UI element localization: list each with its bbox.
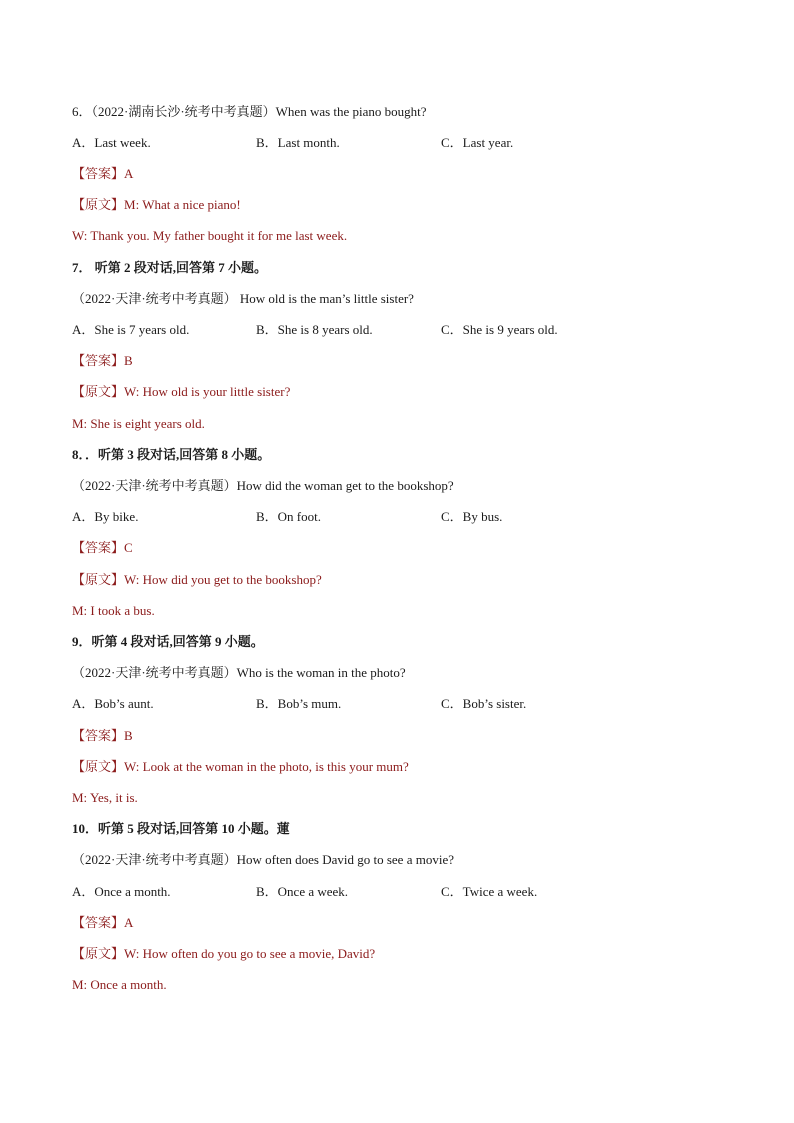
source-tag: 【原文】 bbox=[72, 197, 125, 212]
answer-value: B bbox=[124, 353, 133, 368]
answer-tag: 【答案】 bbox=[72, 353, 125, 368]
question-10-option-a: A．Once a month. bbox=[72, 884, 171, 899]
question-6-answer bbox=[72, 166, 133, 182]
answer-value: B bbox=[124, 728, 133, 743]
question-8-source-second: M: I took a bus. bbox=[72, 603, 155, 618]
question-6-source-second: W: Thank you. My father bought it for me last week. bbox=[72, 228, 348, 243]
question-9-source-second: M: Yes, it is. bbox=[72, 790, 138, 805]
question-8-option-b: B．On foot. bbox=[256, 509, 322, 524]
source-line: W: Look at the woman in the photo, is this your mum? bbox=[124, 759, 409, 774]
question-7-answer bbox=[72, 353, 133, 369]
question-6-option-b: B．Last month. bbox=[256, 135, 340, 150]
question-10-header: （2022·天津·统考中考真题）How often does David go to see a movie? bbox=[72, 852, 454, 867]
question-7-option-a: A．She is 7 years old. bbox=[72, 322, 190, 337]
source-line: M: What a nice piano! bbox=[124, 197, 241, 212]
question-7-title: 7． 听第 2 段对话,回答第 7 小题。 bbox=[72, 260, 268, 275]
answer-tag: 【答案】 bbox=[72, 540, 125, 555]
question-9-option-a: A．Bob’s aunt. bbox=[72, 696, 154, 711]
question-6-source bbox=[72, 197, 241, 213]
question-6-option-a: A．Last week. bbox=[72, 135, 151, 150]
source-line: W: How did you get to the bookshop? bbox=[124, 572, 322, 587]
answer-value: C bbox=[124, 540, 133, 555]
source-tag: 【原文】 bbox=[72, 759, 125, 774]
question-10-source bbox=[72, 946, 375, 962]
source-tag: 【原文】 bbox=[72, 384, 125, 399]
question-10-title: 10．听第 5 段对话,回答第 10 小题。蓮 bbox=[72, 821, 290, 836]
question-8-option-a: A．By bike. bbox=[72, 509, 139, 524]
source-line: W: How old is your little sister? bbox=[124, 384, 291, 399]
question-9-option-b: B．Bob’s mum. bbox=[256, 696, 342, 711]
question-10-option-b: B．Once a week. bbox=[256, 884, 349, 899]
question-6-header: 6．（2022·湖南长沙·统考中考真题）When was the piano bought? bbox=[72, 104, 427, 119]
question-10-answer bbox=[72, 915, 133, 931]
question-9-header: （2022·天津·统考中考真题）Who is the woman in the photo? bbox=[72, 665, 406, 680]
question-7-source bbox=[72, 384, 290, 400]
question-8-title: 8．．听第 3 段对话,回答第 8 小题。 bbox=[72, 447, 271, 462]
answer-value: A bbox=[124, 915, 134, 930]
source-line: W: How often do you go to see a movie, David? bbox=[124, 946, 376, 961]
question-9-answer bbox=[72, 728, 133, 744]
question-8-source bbox=[72, 572, 322, 588]
answer-tag: 【答案】 bbox=[72, 166, 125, 181]
question-8-answer bbox=[72, 540, 133, 556]
question-7-header: （2022·天津·统考中考真题） How old is the man’s little sister? bbox=[72, 291, 414, 306]
question-7-option-c: C．She is 9 years old. bbox=[441, 322, 558, 337]
question-8-option-c: C．By bus. bbox=[441, 509, 503, 524]
source-tag: 【原文】 bbox=[72, 572, 125, 587]
question-9-option-c: C．Bob’s sister. bbox=[441, 696, 527, 711]
question-10-source-second: M: Once a month. bbox=[72, 977, 167, 992]
question-8-header: （2022·天津·统考中考真题）How did the woman get to the bookshop? bbox=[72, 478, 454, 493]
question-7-option-b: B．She is 8 years old. bbox=[256, 322, 373, 337]
source-tag: 【原文】 bbox=[72, 946, 125, 961]
answer-value: A bbox=[124, 166, 134, 181]
question-9-source bbox=[72, 759, 409, 775]
question-9-title: 9．听第 4 段对话,回答第 9 小题。 bbox=[72, 634, 264, 649]
question-7-source-second: M: She is eight years old. bbox=[72, 416, 205, 431]
answer-tag: 【答案】 bbox=[72, 728, 125, 743]
question-6-option-c: C．Last year. bbox=[441, 135, 514, 150]
answer-tag: 【答案】 bbox=[72, 915, 125, 930]
question-10-option-c: C．Twice a week. bbox=[441, 884, 538, 899]
